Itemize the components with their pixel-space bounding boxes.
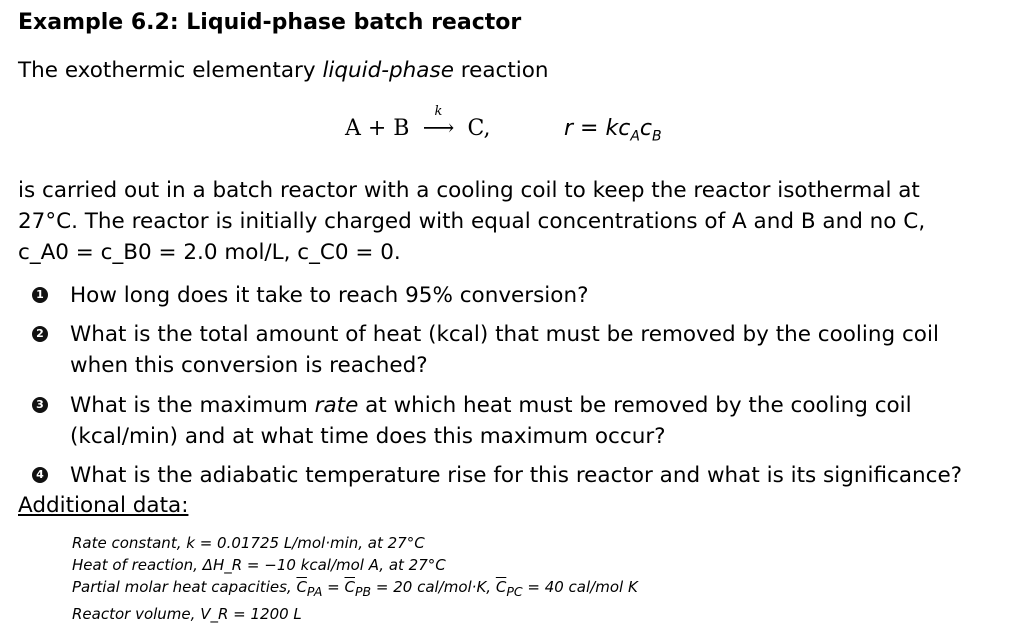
additional-data-list	[72, 532, 638, 625]
heat-cap-pb-sub: PB	[354, 584, 372, 599]
paragraph-line-1: is carried out in a batch reactor with a cooling coil to keep the reactor isothermal at	[18, 178, 920, 203]
heat-cap-eq1: =	[322, 578, 345, 596]
intro-text	[18, 58, 549, 83]
arrow-label: k	[434, 104, 443, 119]
reaction-stoichiometry	[345, 104, 491, 141]
heat-cap-label: Partial molar heat capacities,	[72, 578, 297, 596]
reactor-volume: Reactor volume, V_R = 1200 L	[72, 605, 302, 623]
additional-data-heading: Additional data:	[18, 493, 189, 518]
paragraph-line-3: c_A0 = c_B0 = 2.0 mol/L, c_C0 = 0.	[18, 240, 401, 265]
reaction-arrow	[416, 104, 460, 141]
question-text: How long does it take to reach 95% conversion?	[70, 283, 589, 308]
rate-sub-b: B	[652, 128, 662, 145]
intro-before: The exothermic elementary	[18, 58, 323, 83]
heat-cap-val2: = 40 cal/mol K	[522, 578, 638, 596]
heat-cap-pa-sub: PA	[306, 584, 323, 599]
rate-mid: c	[639, 116, 652, 141]
arrow-icon: ⟶	[422, 116, 455, 141]
heat-cap-pb: $\overline{C}$	[344, 578, 355, 596]
rate-expression: r = kc	[564, 116, 631, 141]
heat-cap-val1: = 20 cal/mol·K,	[371, 578, 496, 596]
numbered-bullet-icon: 1	[32, 287, 48, 303]
question-text-after: at which heat must be removed by the cooling coil (kcal/min) and at what time does this maximum occur?	[70, 393, 912, 449]
question-text-before: What is the maximum	[70, 393, 315, 418]
numbered-bullet-icon: 3	[32, 397, 48, 413]
question-text: What is the total amount of heat (kcal) that must be removed by the cooling coil when this conversion is reached?	[70, 322, 939, 378]
question-text-emph: rate	[314, 393, 359, 418]
heat-cap-pc-sub: PC	[506, 584, 523, 599]
reaction-equation	[0, 104, 1024, 152]
page-title: Example 6.2: Liquid-phase batch reactor	[18, 10, 522, 35]
paragraph-line-2: 27°C. The reactor is initially charged with equal concentrations of A and B and no C,	[18, 209, 926, 234]
rate-constant: Rate constant, k = 0.01725 L/mol·min, at 27°C	[72, 534, 425, 552]
question-text: What is the adiabatic temperature rise for this reactor and what is its significance?	[70, 463, 963, 488]
heat-cap-pc: $\overline{C}$	[495, 578, 507, 596]
rate-sub-a: A	[630, 128, 640, 145]
heat-cap-pa: $\overline{C}$	[296, 578, 307, 596]
numbered-bullet-icon: 2	[32, 326, 48, 342]
equation-lhs: A + B	[345, 116, 410, 141]
heat-of-reaction: Heat of reaction, ΔH_R = −10 kcal/mol A, at 27°C	[72, 556, 446, 574]
intro-emph: liquid-phase	[322, 58, 454, 83]
question-text	[70, 390, 1000, 452]
equation-rhs: C,	[467, 116, 491, 141]
rate-law	[564, 116, 662, 144]
numbered-bullet-icon: 4	[32, 467, 48, 483]
heat-capacities	[72, 576, 638, 603]
intro-after: reaction	[453, 58, 549, 83]
